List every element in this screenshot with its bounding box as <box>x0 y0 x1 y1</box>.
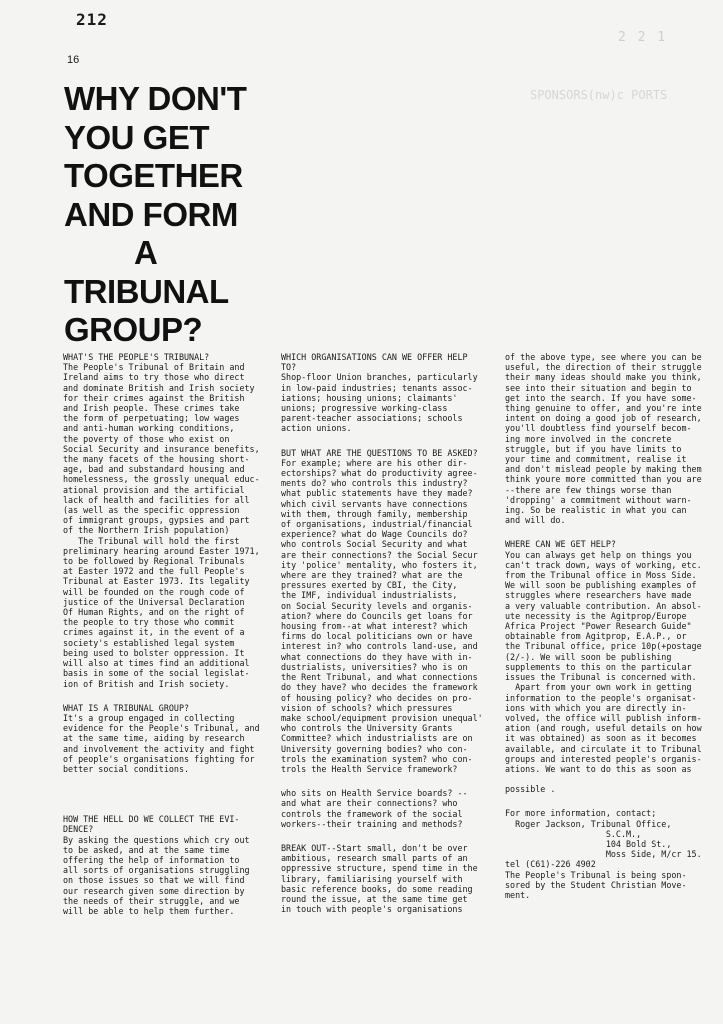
page-number-inner: 16 <box>67 54 80 66</box>
column-3 <box>505 352 720 900</box>
section-body-questions: For example; where are his other dir- ectorships? what do productivity agree- ments do? who controls this industry? what public statements have they made? which civil servants have connections with them, through family, membership of organisations, industrial/financial experience? what do Wage Councils do? who controls Social Security and what are their connections? the Social Secur ity 'police' mentality, who fosters it, where are they trained? what are the pressures exerted by CBI, the City, the IMF, individual industrialists, on Social Security levels and organis- ation? where do Councils get loans for housing from--at what interest? which firms do local politicians own or have interest in? who controls land-use, and what connections do they have with in- dustrialists, universities? who is on the Rent Tribunal, and what connections do they have? who decides the framework of housing policy? who decides on pro- vision of schools? which pressures make school/equipment provision unequal' who controls the University Grants Committee? which industrialists are on University governing bodies? who con- trols the examination system? who con- trols the Health Service framework? <box>281 457 483 774</box>
contact-block: For more information, contact; Roger Jackson, Tribunal Office, S.C.M., 104 Bold St., Moss Side, M/cr 15. tel (C61)-226 4902 The People's Tribunal is being spon- sored by the Student Christian Move- ment. <box>505 808 702 900</box>
headline-line-6: TRIBUNAL <box>64 272 229 310</box>
section-body-organisations: Shop-floor Union branches, particularly in low-paid industries; tenants assoc- iations; housing unions; claimants' unions; progressive working-class parent-teacher associations; schools action unions. <box>281 372 478 434</box>
section-body-health-service: who sits on Health Service boards? -- and what are their connections? who controls the framework of the social workers--their training and methods? <box>281 788 468 829</box>
section-body-break-out: BREAK OUT--Start small, don't be over ambitious, research small parts of an oppressive structure, spend time in the library, familiarising yourself with basic reference books, do some reading round the issue, at the same time get in touch with people's organisations <box>281 842 478 915</box>
section-body-what-is-tribunal: The People's Tribunal of Britain and Ireland aims to try those who direct and dominate British and Irish society for their crimes against the British and Irish people. These crimes take the form of perpetuating; low wages and anti-human working conditions, the poverty of those who exist on Social Security and insurance benefits, the many facets of the housing short- age, bad and substandard housing and homelessness, the grossly unequal educ- ational provision and the artificial lack of health and facilities for all (as well as the specific oppression of immigrant groups, gypsies and part of the Northern Irish population) The Tribunal will hold the first preliminary hearing around Easter 1971, to be followed by Regional Tribunals at Easter 1972 and the full People's Tribunal at Easter 1973. Its legality will be founded on the rough code of justice of the Universal Declaration Of Human Rights, and on the right of the people to try those who commit crimes against it, in the event of a society's established legal system being used to bolster oppression. It will also at times find an additional basis in some of the social legislat- ion of British and Irish society. <box>63 362 260 689</box>
headline-line-4: AND FORM <box>64 195 238 233</box>
page-number-top: 212 <box>76 10 108 29</box>
section-heading-tribunal-group: WHAT IS A TRIBUNAL GROUP? <box>63 702 190 713</box>
headline-line-2: YOU GET <box>64 118 210 156</box>
column-1 <box>63 352 278 916</box>
section-body-get-help: You can always get help on things you can't track down, ways of working, etc. from the Tribunal office in Moss Side. We will soon be publishing examples of struggles where researchers have made a very valuable contribution. An absol- ute necessity is the Agitprop/Europe Africa Project "Power Research Guide" obtainable from Agitprop, E.A.P., or the Tribunal office, price 10p(+postage (2/-). We will soon be publishing supplements to this on the particular issues the Tribunal is concerned with. Apart from your own work in getting information to the people's organisat- ions with which you are directly in- volved, the office will publish inform- ation (and rough, useful details on how it was obtained) as soon as it becomes available, and circulate it to Tribunal groups and interested people's organis- ations. We want to do this as soon as <box>505 549 702 774</box>
section-body-continued: of the above type, see where you can be useful, the direction of their struggle their many ideas should make you think, see into their situation and begin to get into the search. If you have some- thing genuine to offer, and you're inte intent on doing a good job of research, you'll doubtless find yourself becom- ing more involved in the concrete struggle, but if you have limits to your time and commitment, realise it and don't mislead people by making them think youre more committed than you are --there are few things worse than 'dropping' a commitment without warn- ing. So be realistic in what you can and will do. <box>505 352 702 526</box>
headline-line-5: A <box>134 234 158 271</box>
headline <box>64 80 324 350</box>
section-body-possible: possible . <box>505 784 556 795</box>
column-2 <box>281 352 499 914</box>
section-body-collect-evidence: By asking the questions which cry out to be asked, and at the same time offering the help of information to all sorts of organisations struggling on those issues so that we will find our research given some direction by the needs of their struggle, and we will be able to help them further. <box>63 834 250 916</box>
section-heading-questions: BUT WHAT ARE THE QUESTIONS TO BE ASKED? <box>281 447 478 458</box>
bleed-through-text: SPONSORS(nw)c PORTS <box>530 88 668 102</box>
headline-line-1: WHY DON'T <box>64 80 247 117</box>
section-heading-get-help: WHERE CAN WE GET HELP? <box>505 539 616 550</box>
section-heading-what-is-tribunal: WHAT'S THE PEOPLE'S TRIBUNAL? <box>63 352 210 362</box>
section-body-tribunal-group: It's a group engaged in collecting evidence for the People's Tribunal, and at the same time, aiding by research and involvement the activity and fight of people's organisations fighting for better social conditions. <box>63 712 260 774</box>
headline-line-7: GROUP? <box>64 311 203 348</box>
headline-line-3: TOGETHER <box>64 157 243 194</box>
section-heading-collect-evidence: HOW THE HELL DO WE COLLECT THE EVI- DENCE? <box>63 814 240 835</box>
bleed-page-number: 2 2 1 <box>618 30 668 45</box>
section-heading-organisations: WHICH ORGANISATIONS CAN WE OFFER HELP TO? <box>281 352 468 373</box>
